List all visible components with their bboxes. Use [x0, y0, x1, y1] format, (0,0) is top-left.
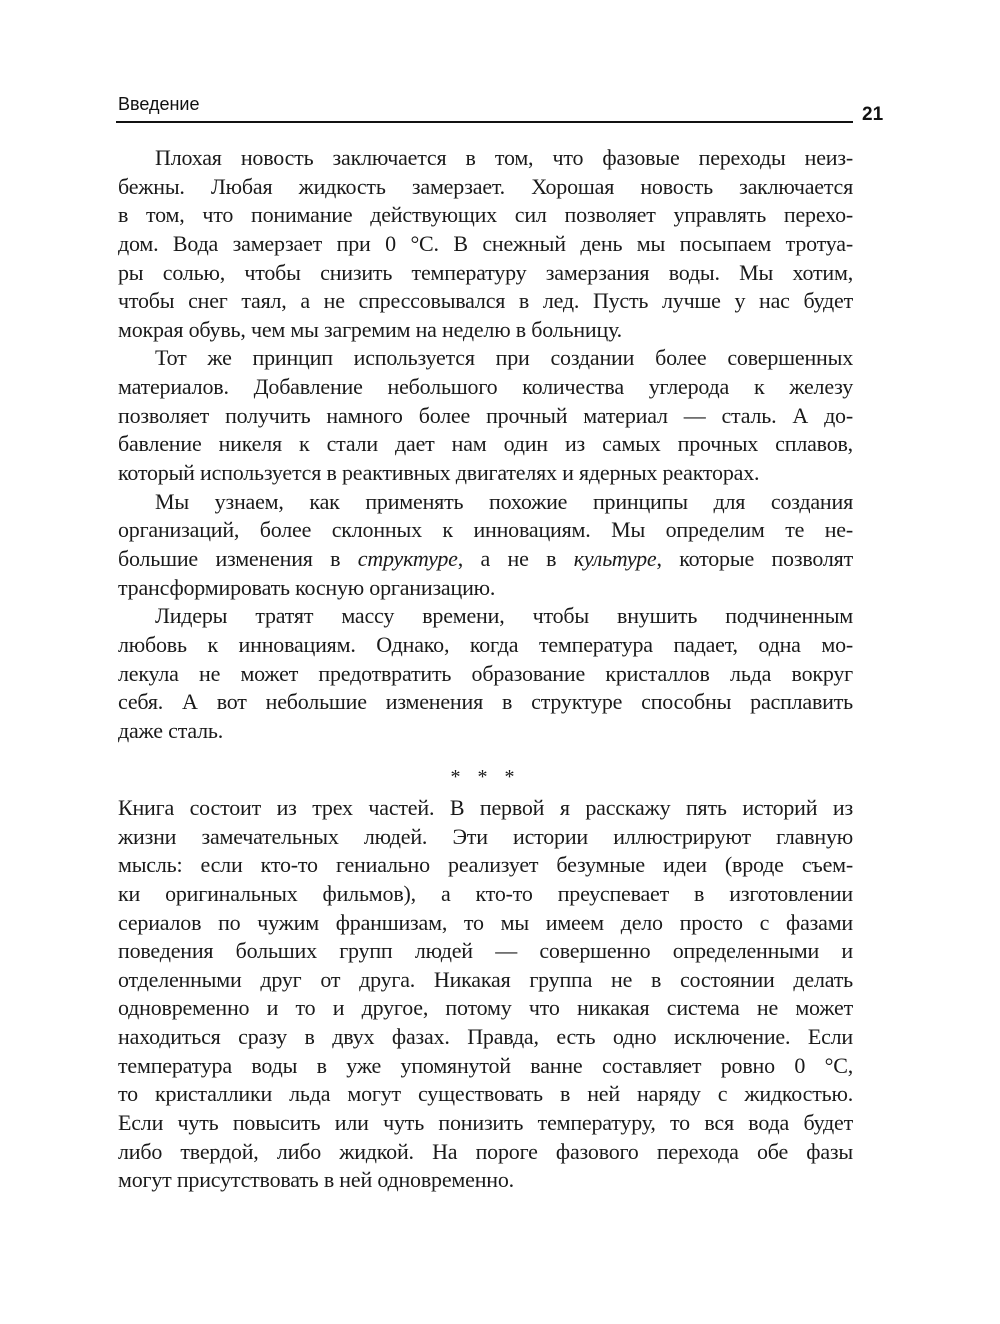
text-line: в том, что понимание действующих сил позволяет управлять перехо- [118, 202, 853, 228]
text-line: находиться сразу в двух фазах. Правда, есть одно исключение. Если [118, 1024, 853, 1050]
text-line: мысль: если кто-то гениально реализует безумные идеи (вроде съем- [118, 852, 853, 878]
text-line: ры солью, чтобы снизить температуру замерзания воды. Мы хотим, [118, 259, 853, 285]
text-line: могут присутствовать в ней одновременно. [118, 1167, 514, 1193]
text-line: ки оригинальных фильмов), а кто-то преуспевает в изготовлении [118, 880, 853, 906]
running-title: Введение [118, 94, 200, 114]
text-line: Если чуть повысить или чуть понизить температуру, то вся вода будет [118, 1110, 853, 1136]
paragraph [118, 144, 853, 344]
text-line: даже сталь. [118, 717, 224, 743]
text-line: лекула не может предотвратить образование кристаллов льда вокруг [118, 660, 853, 686]
text-line: позволяет получить намного более прочный материал — сталь. А до- [118, 402, 853, 428]
final-paragraph [118, 794, 853, 1195]
text-line: бежны. Любая жидкость замерзает. Хорошая новость заключается [118, 173, 853, 199]
text-segment: , а не в [457, 545, 574, 571]
text-segment: , которые позволят [656, 545, 853, 571]
text-line: температура воды в уже упомянутой ванне составляет ровно 0 °С, [118, 1052, 853, 1078]
text-line: трансформировать косную организацию. [118, 574, 496, 600]
text-segment: большие изменения в [118, 545, 358, 571]
section-separator: * * * [450, 766, 521, 788]
emphasized-word: структуре [357, 545, 458, 571]
text-line [118, 545, 853, 574]
text-line: который используется в реактивных двигателях и ядерных реакторах. [118, 460, 760, 486]
text-line: мокрая обувь, чем мы загремим на неделю в больницу. [118, 316, 622, 342]
text-line: себя. А вот небольшие изменения в структуре способны расплавить [118, 689, 853, 715]
text-line: материалов. Добавление небольшого количества углерода к железу [118, 374, 853, 400]
text-line: чтобы снег таял, а не спрессовывался в лед. Пусть лучше у нас будет [118, 288, 853, 314]
body-text [118, 144, 853, 745]
text-line: отделенными друг от друга. Никакая группа не в состоянии делать [118, 966, 853, 992]
emphasized-word: культуре [573, 545, 657, 571]
header-rule [116, 121, 853, 123]
text-line: сериалов по чужим франшизам, то мы имеем дело просто с фазами [118, 909, 853, 935]
text-line: организаций, более склонных к инновациям. Мы определим те не- [118, 517, 853, 543]
page-number: 21 [862, 104, 884, 125]
text-line: бавление никеля к стали дает нам один из самых прочных сплавов, [118, 431, 853, 457]
text-line: либо твердой, либо жидкой. На пороге фазового перехода обе фазы [118, 1138, 853, 1164]
text-line: Мы узнаем, как применять похожие принципы для создания [155, 488, 853, 514]
text-line: Книга состоит из трех частей. В первой я расскажу пять историй из [118, 795, 853, 820]
paragraph [118, 602, 853, 745]
paragraph [118, 488, 853, 603]
text-line: то кристаллики льда могут существовать в ней наряду с жидкостью. [118, 1081, 853, 1107]
paragraph [118, 344, 853, 487]
text-line: любовь к инновациям. Однако, когда температура падает, одна мо- [118, 631, 853, 657]
text-line: Лидеры тратят массу времени, чтобы внушить подчиненным [155, 603, 853, 629]
text-line: Тот же принцип используется при создании более совершенных [155, 345, 853, 371]
text-line: дом. Вода замерзает при 0 °С. В снежный день мы посыпаем тротуа- [118, 230, 853, 256]
text-line: Плохая новость заключается в том, что фазовые переходы неиз- [155, 145, 853, 170]
text-line: жизни замечательных людей. Эти истории иллюстрируют главную [118, 823, 853, 849]
text-line: поведения больших групп людей — совершенно определенными и [118, 938, 853, 964]
text-line: одновременно и то и другое, потому что никакая система не может [118, 995, 853, 1021]
